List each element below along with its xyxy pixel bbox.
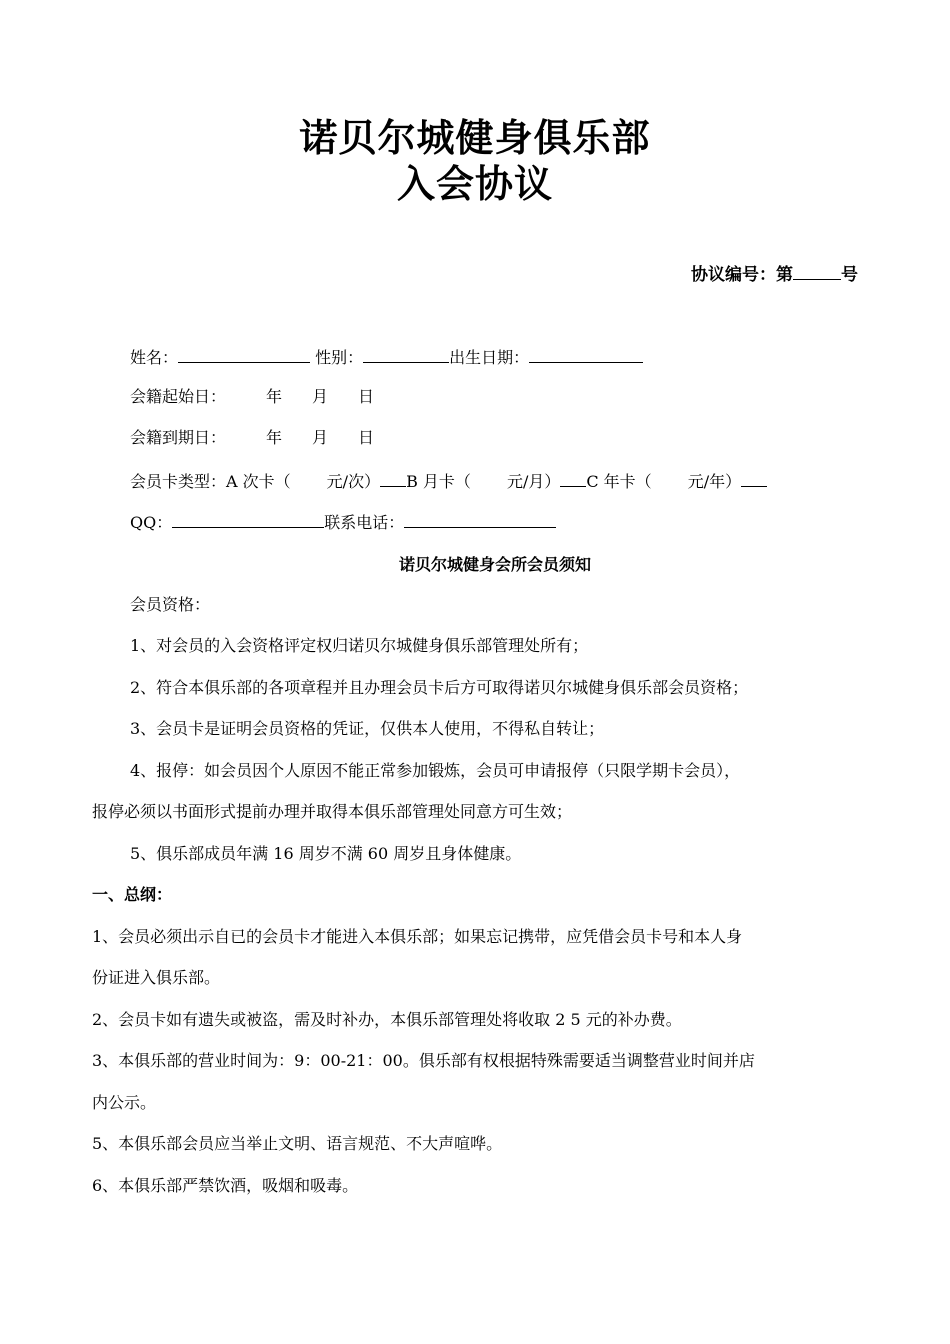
general-item-continued: 内公示。 (92, 1093, 157, 1112)
birth-label: 出生日期： (449, 348, 530, 367)
qualification-item: 2、符合本俱乐部的各项章程并且办理会员卡后方可取得诺贝尔城健身俱乐部会员资格； (130, 678, 749, 697)
name-label: 姓名： (130, 348, 179, 367)
qualification-item-continued: 报停必须以书面形式提前办理并取得本俱乐部管理处同意方可生效； (92, 802, 573, 821)
qualification-item: 1、对会员的入会资格评定权归诺贝尔城健身俱乐部管理处所有； (130, 636, 589, 655)
end-year: 年 (266, 428, 283, 447)
end-day: 日 (358, 428, 375, 447)
general-item: 1、会员必须出示自已的会员卡才能进入本俱乐部；如果忘记携带，应凭借会员卡号和本人身 (92, 927, 743, 946)
agreement-number-prefix: 协议编号：第 (691, 265, 793, 285)
phone-label: 联系电话： (324, 513, 405, 532)
notice-title: 诺贝尔城健身会所会员须知 (398, 555, 591, 574)
card-c-prefix: C 年卡（ (586, 472, 652, 491)
general-item-continued: 份证进入俱乐部。 (92, 968, 221, 987)
end-month: 月 (312, 428, 329, 447)
start-label: 会籍起始日： (130, 387, 227, 406)
qq-field[interactable] (172, 509, 324, 528)
general-item: 2、会员卡如有遗失或被盗，需及时补办，本俱乐部管理处将收取 2 5 元的补办费。 (92, 1010, 682, 1029)
form-row-card-type (130, 468, 767, 494)
start-year: 年 (266, 387, 283, 406)
qualification-item: 3、会员卡是证明会员资格的凭证，仅供本人使用，不得私自转让； (130, 719, 605, 738)
form-row-end (130, 426, 374, 450)
form-row-start (130, 385, 374, 409)
document-title: 诺贝尔城健身俱乐部 (299, 115, 651, 160)
phone-field[interactable] (404, 509, 556, 528)
general-item: 3、本俱乐部的营业时间为：9：00-21：00。俱乐部有权根据特殊需要适当调整营业时间并店 (92, 1051, 755, 1070)
birth-field[interactable] (529, 344, 643, 363)
form-row-basic (130, 344, 643, 370)
card-c-suffix: 元/年） (687, 472, 742, 491)
card-b-suffix: 元/月） (506, 472, 561, 491)
card-c-field[interactable] (741, 468, 767, 487)
section-heading: 一、总纲： (92, 885, 173, 904)
start-day: 日 (358, 387, 375, 406)
gender-field[interactable] (363, 344, 449, 363)
card-b-field[interactable] (560, 468, 586, 487)
card-a-prefix: A 次卡（ (226, 472, 291, 491)
qualification-label: 会员资格： (130, 595, 211, 614)
card-b-prefix: B 月卡（ (406, 472, 471, 491)
name-field[interactable] (178, 344, 310, 363)
end-label: 会籍到期日： (130, 428, 227, 447)
qq-label: QQ： (130, 513, 173, 532)
agreement-number (691, 260, 858, 285)
document-subtitle: 入会协议 (396, 161, 553, 206)
general-item: 6、本俱乐部严禁饮酒，吸烟和吸毒。 (92, 1176, 359, 1195)
agreement-number-blank[interactable] (793, 261, 841, 280)
qualification-item: 5、俱乐部成员年满 16 周岁不满 60 周岁且身体健康。 (130, 844, 522, 863)
general-item: 5、本俱乐部会员应当举止文明、语言规范、不大声喧哗。 (92, 1134, 503, 1153)
start-month: 月 (312, 387, 329, 406)
card-a-field[interactable] (380, 468, 406, 487)
qualification-item: 4、报停：如会员因个人原因不能正常参加锻炼，会员可申请报停（只限学期卡会员）， (130, 761, 741, 780)
card-type-label: 会员卡类型： (130, 472, 227, 491)
form-row-contact (130, 509, 556, 535)
gender-label: 性别： (315, 348, 364, 367)
card-a-suffix: 元/次） (326, 472, 381, 491)
agreement-number-suffix: 号 (841, 265, 858, 285)
